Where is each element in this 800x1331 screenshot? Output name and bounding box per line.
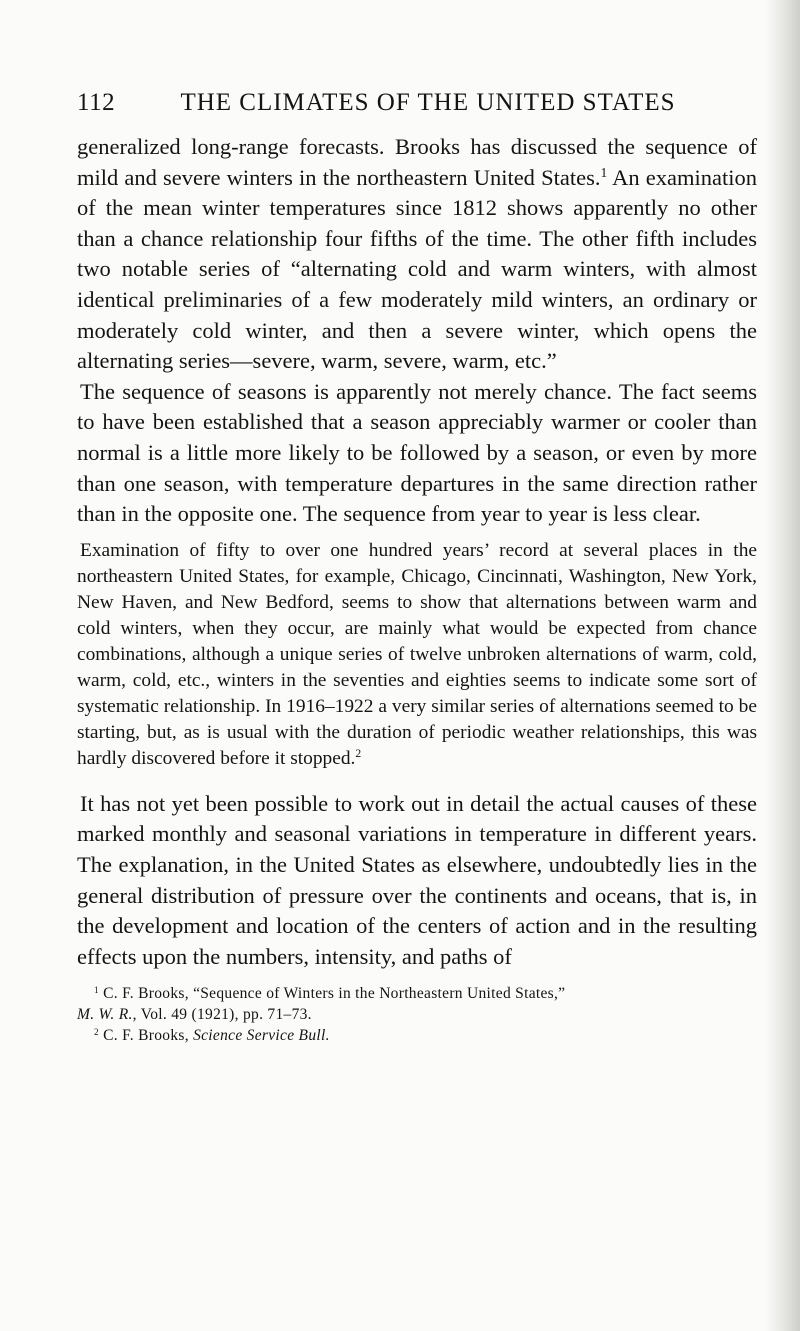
footnote-1-continued [77,1004,757,1025]
page-header [77,84,757,122]
footnote-1 [77,983,757,1004]
paragraph-3 [77,538,757,772]
footnote-2 [77,1025,757,1046]
footnote-2-text: C. F. Brooks, [98,1027,194,1045]
page-number: 112 [77,89,116,116]
footnote-1-marker: 1 [94,985,99,996]
footnote-ref-2: 2 [355,746,362,760]
paragraph-1-text: generalized long-range forecasts. Brooks has discussed the sequence of mild and severe winters in the northeastern United States. [77,134,757,190]
running-head: THE CLIMATES OF THE UNITED STATES [180,89,676,116]
paragraph-1 [77,132,757,377]
paragraph-4: It has not yet been possible to work out in detail the actual causes of these marked monthly and seasonal variations in temperature in different years. The explanation, in the United States as elsewhere, undoubtedly lies in the general distribution of pressure over the continents and oceans, that is, in the development and location of the centers of action and in the resulting effects upon the numbers, intensity, and paths of [77,790,757,969]
page-content [77,84,757,1046]
page-edge-shadow [766,0,800,1331]
footnote-1-text: C. F. Brooks, “Sequence of Winters in the Northeastern United States,” [98,985,566,1003]
footnote-1-rest: , Vol. 49 (1921), pp. 71–73. [132,1006,312,1024]
footnote-ref-1: 1 [600,164,608,180]
paragraph-2: The sequence of seasons is apparently not merely chance. The fact seems to have been established that a season appreciably warmer or cooler than normal is a little more likely to be followed by a season, or even by more than one season, with temperature departures in the same direction rather than in the opposite one. The sequence from year to year is less clear. [77,378,757,527]
paragraph-1-text-cont: An examination of the mean winter temperatures since 1812 shows apparently no other than a chance relationship four fifths of the time. The other fifth includes two notable series of “alternating cold and warm winters, with almost identical preliminaries of a few moderately mild winters, an ordinary or moderately cold winter, and then a severe winter, which opens the alternating series—severe, warm, severe, warm, etc.” [77,164,757,374]
footnote-2-journal: Science Service Bull. [193,1027,330,1045]
footnote-1-journal: M. W. R. [77,1006,133,1024]
footnotes [77,983,757,1046]
paragraph-3-text: Examination of fifty to over one hundred years’ record at several places in the northeastern United States, for example, Chicago, Cincinnati, Washington, New York, New Haven, and New Bedford, seems to show that alternations between warm and cold winters, when they occur, are mainly what would be expected from chance combinations, although a unique series of twelve unbroken alternations of warm, cold, warm, cold, etc., winters in the seventies and eighties seems to indicate some sort of systematic relationship. In 1916–1922 a very similar series of alternations seemed to be starting, but, as is usual with the duration of periodic weather relationships, this was hardly discovered before it stopped. [77,539,757,769]
footnote-2-marker: 2 [94,1027,99,1038]
